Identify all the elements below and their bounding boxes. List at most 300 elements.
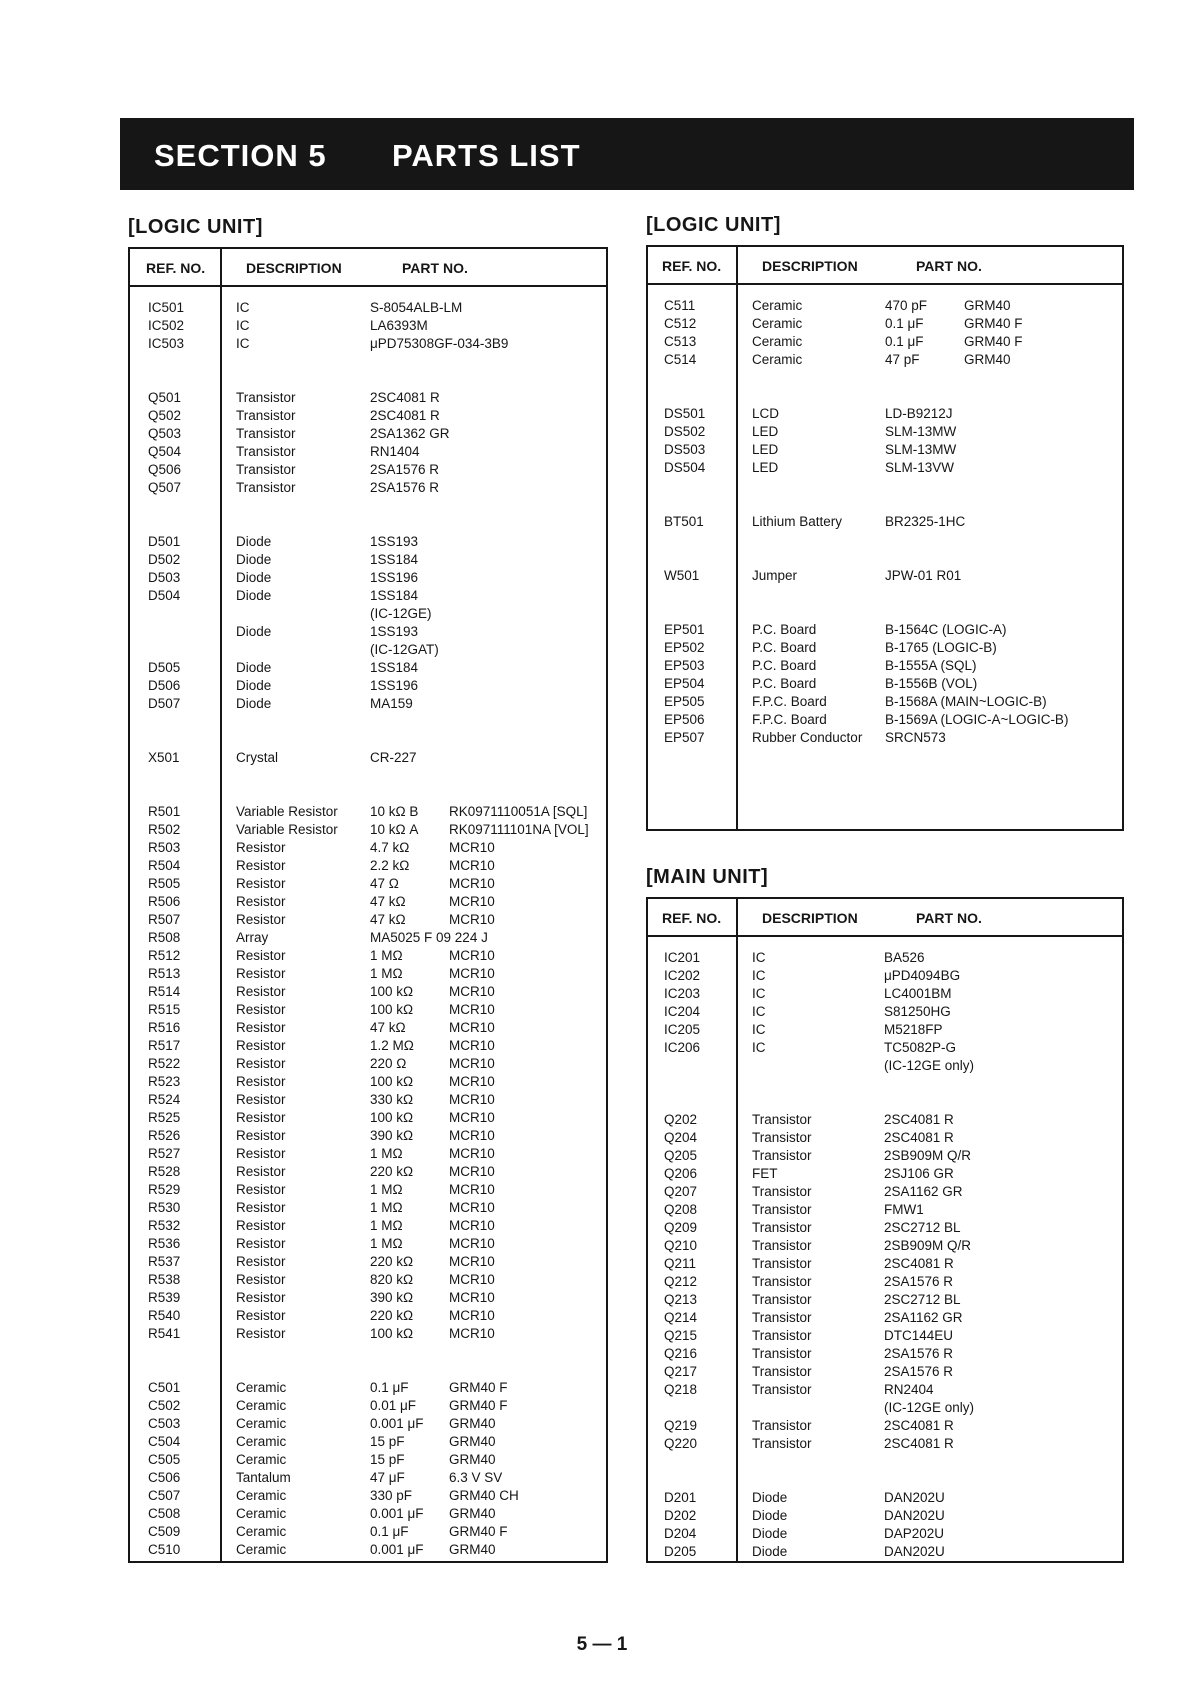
description-cell: Diode — [752, 1508, 788, 1523]
ref-no-cell: R517 — [148, 1038, 181, 1053]
ref-no-cell: Q205 — [664, 1148, 698, 1163]
table-row — [648, 423, 1122, 441]
ref-no-cell: R502 — [148, 822, 181, 837]
part-no-type-cell: GRM40 — [449, 1542, 496, 1557]
part-no-cell: 1.2 MΩ — [370, 1038, 414, 1053]
description-cell: Resistor — [236, 1128, 286, 1143]
left-parts-table — [128, 247, 608, 1563]
part-no-cell: 2SA1362 GR — [370, 426, 450, 441]
description-cell: Transistor — [752, 1436, 812, 1451]
table-row — [130, 1073, 606, 1091]
part-no-type-cell: MCR10 — [449, 1038, 495, 1053]
description-cell: LCD — [752, 406, 780, 421]
part-no-cell: 2SC4081 R — [884, 1418, 954, 1433]
part-no-cell: 47 kΩ — [370, 894, 406, 909]
table-row — [130, 1253, 606, 1271]
description-cell: Ceramic — [752, 352, 803, 367]
description-cell: Transistor — [236, 390, 296, 405]
table-row — [130, 425, 606, 443]
ref-no-cell: R516 — [148, 1020, 181, 1035]
description-cell: Rubber Conductor — [752, 730, 863, 745]
table-row — [648, 1327, 1122, 1345]
part-no-cell: MA5025 F 09 224 J — [370, 930, 488, 945]
description-cell: Transistor — [752, 1382, 812, 1397]
part-no-cell: 1SS196 — [370, 570, 419, 585]
part-no-cell: DTC144EU — [884, 1328, 954, 1343]
ref-no-cell: D204 — [664, 1526, 697, 1541]
description-cell: Transistor — [752, 1202, 812, 1217]
part-no-type-cell: 6.3 V SV — [449, 1470, 503, 1485]
ref-no-cell: EP503 — [664, 658, 705, 673]
part-no-cell: 1 MΩ — [370, 1236, 403, 1251]
description-cell: Transistor — [752, 1274, 812, 1289]
part-no-cell: BA526 — [884, 950, 925, 965]
table-row — [130, 641, 606, 659]
table-row — [648, 711, 1122, 729]
ref-no-cell: R538 — [148, 1272, 181, 1287]
description-cell: IC — [236, 300, 250, 315]
description-cell: FET — [752, 1166, 778, 1181]
part-no-cell: S-8054ALB-LM — [370, 300, 463, 315]
part-no-cell: 15 pF — [370, 1434, 405, 1449]
description-cell: IC — [752, 986, 766, 1001]
section-banner — [120, 118, 1134, 190]
table-row — [648, 1435, 1122, 1453]
ref-no-cell: Q215 — [664, 1328, 698, 1343]
table-row — [648, 297, 1122, 315]
table-row — [130, 1433, 606, 1451]
part-no-cell: 100 kΩ — [370, 1074, 414, 1089]
ref-no-cell: IC501 — [148, 300, 185, 315]
ref-no-cell: R508 — [148, 930, 181, 945]
description-cell: Transistor — [752, 1310, 812, 1325]
table-row — [130, 965, 606, 983]
table-body — [648, 937, 1122, 1561]
ref-no-cell: Q216 — [664, 1346, 698, 1361]
description-cell: Resistor — [236, 1236, 286, 1251]
description-cell: Resistor — [236, 948, 286, 963]
table-row — [648, 315, 1122, 333]
part-no-cell: 2SA1576 R — [884, 1346, 954, 1361]
description-cell: Ceramic — [236, 1434, 287, 1449]
table-row — [648, 693, 1122, 711]
table-row — [648, 1165, 1122, 1183]
ref-no-cell: C504 — [148, 1434, 181, 1449]
description-cell: Resistor — [236, 912, 286, 927]
table-row — [648, 513, 1122, 531]
description-cell: IC — [236, 336, 250, 351]
description-cell: LED — [752, 442, 779, 457]
ref-no-cell: R540 — [148, 1308, 181, 1323]
table-row — [648, 985, 1122, 1003]
description-cell: Resistor — [236, 1074, 286, 1089]
ref-no-cell: Q211 — [664, 1256, 697, 1271]
part-no-type-cell: GRM40 — [964, 298, 1011, 313]
part-no-type-cell: MCR10 — [449, 948, 495, 963]
description-cell: Ceramic — [236, 1452, 287, 1467]
ref-no-cell: R524 — [148, 1092, 181, 1107]
part-no-cell: 330 pF — [370, 1488, 413, 1503]
part-no-type-cell: MCR10 — [449, 1272, 495, 1287]
description-cell: Diode — [236, 696, 272, 711]
part-no-cell: 0.001 μF — [370, 1416, 424, 1431]
table-body — [648, 285, 1122, 829]
description-header: DESCRIPTION — [762, 258, 858, 274]
part-no-type-cell: MCR10 — [449, 1200, 495, 1215]
ref-no-cell: R532 — [148, 1218, 181, 1233]
part-no-type-cell: GRM40 — [449, 1416, 496, 1431]
description-cell: Jumper — [752, 568, 798, 583]
ref-no-cell: Q209 — [664, 1220, 698, 1235]
ref-no-cell: IC206 — [664, 1040, 701, 1055]
description-cell: F.P.C. Board — [752, 712, 827, 727]
table-row — [130, 1055, 606, 1073]
table-row — [130, 659, 606, 677]
part-no-type-cell: MCR10 — [449, 1110, 495, 1125]
table-row — [130, 1001, 606, 1019]
table-row — [130, 677, 606, 695]
table-row — [130, 623, 606, 641]
description-cell: Ceramic — [236, 1488, 287, 1503]
table-row — [130, 821, 606, 839]
description-cell: P.C. Board — [752, 640, 817, 655]
part-no-header: PART NO. — [916, 910, 982, 926]
table-row — [130, 839, 606, 857]
table-row — [130, 1217, 606, 1235]
description-cell: Variable Resistor — [236, 822, 338, 837]
description-cell: IC — [236, 318, 250, 333]
part-no-cell: LD-B9212J — [885, 406, 953, 421]
section-title: PARTS LIST — [392, 138, 581, 173]
table-row — [130, 929, 606, 947]
part-no-cell: 1SS184 — [370, 552, 419, 567]
part-no-cell: 47 pF — [885, 352, 920, 367]
table-row — [648, 1057, 1122, 1075]
description-cell: Transistor — [752, 1220, 812, 1235]
part-no-type-cell: MCR10 — [449, 1308, 495, 1323]
table-row — [130, 911, 606, 929]
part-no-cell: TC5082P-G — [884, 1040, 957, 1055]
ref-no-cell: Q208 — [664, 1202, 698, 1217]
table-row — [648, 405, 1122, 423]
ref-no-cell: Q503 — [148, 426, 182, 441]
table-row — [130, 1163, 606, 1181]
table-row — [648, 333, 1122, 351]
ref-no-cell: EP501 — [664, 622, 705, 637]
description-cell: Ceramic — [236, 1506, 287, 1521]
table-row — [648, 1021, 1122, 1039]
table-row — [130, 389, 606, 407]
part-no-cell: 390 kΩ — [370, 1290, 414, 1305]
part-no-cell: 1 MΩ — [370, 1218, 403, 1233]
description-cell: LED — [752, 424, 779, 439]
ref-no-cell: R506 — [148, 894, 181, 909]
table-row — [130, 299, 606, 317]
description-cell: IC — [752, 950, 766, 965]
part-no-cell: RN2404 — [884, 1382, 934, 1397]
ref-no-header: REF. NO. — [662, 910, 722, 926]
description-cell: Resistor — [236, 1272, 286, 1287]
table-row — [130, 1415, 606, 1433]
table-row — [648, 657, 1122, 675]
table-row — [648, 1363, 1122, 1381]
part-no-type-cell: MCR10 — [449, 1146, 495, 1161]
part-no-cell: 2SA1162 GR — [884, 1310, 963, 1325]
table-row — [648, 1525, 1122, 1543]
part-no-cell: FMW1 — [884, 1202, 924, 1217]
part-no-cell: DAP202U — [884, 1526, 945, 1541]
ref-no-cell: Q506 — [148, 462, 182, 477]
part-no-cell: S81250HG — [884, 1004, 951, 1019]
part-no-header: PART NO. — [916, 258, 982, 274]
description-cell: IC — [752, 1022, 766, 1037]
ref-no-cell: C502 — [148, 1398, 181, 1413]
part-no-cell: B-1568A (MAIN~LOGIC-B) — [885, 694, 1047, 709]
part-no-cell: LC4001BM — [884, 986, 952, 1001]
part-no-cell: 2SC4081 R — [884, 1112, 954, 1127]
description-cell: Ceramic — [236, 1524, 287, 1539]
part-no-type-cell: GRM40 — [449, 1452, 496, 1467]
description-cell: IC — [752, 1004, 766, 1019]
description-cell: Resistor — [236, 1290, 286, 1305]
part-no-type-cell: MCR10 — [449, 1254, 495, 1269]
part-no-cell: 1 MΩ — [370, 1182, 403, 1197]
part-no-type-cell: MCR10 — [449, 984, 495, 999]
part-no-cell: 0.001 μF — [370, 1542, 424, 1557]
part-no-type-cell: MCR10 — [449, 876, 495, 891]
part-no-cell: SLM-13VW — [885, 460, 955, 475]
ref-no-cell: IC203 — [664, 986, 701, 1001]
description-cell: IC — [752, 968, 766, 983]
ref-no-cell: D506 — [148, 678, 181, 693]
part-no-cell: 4.7 kΩ — [370, 840, 410, 855]
table-row — [130, 1397, 606, 1415]
table-row — [130, 875, 606, 893]
ref-no-cell: IC201 — [664, 950, 701, 965]
ref-no-cell: BT501 — [664, 514, 704, 529]
ref-no-cell: D505 — [148, 660, 181, 675]
ref-no-cell: EP506 — [664, 712, 705, 727]
ref-no-cell: IC502 — [148, 318, 185, 333]
table-row — [130, 1451, 606, 1469]
part-no-cell: RN1404 — [370, 444, 420, 459]
part-no-cell: 15 pF — [370, 1452, 405, 1467]
table-row — [130, 569, 606, 587]
ref-no-cell: R513 — [148, 966, 181, 981]
table-row — [130, 947, 606, 965]
ref-no-cell: R501 — [148, 804, 181, 819]
description-cell: Transistor — [752, 1184, 812, 1199]
part-no-type-cell: GRM40 F — [449, 1524, 508, 1539]
part-no-cell: 2SC4081 R — [370, 408, 440, 423]
part-no-cell: 330 kΩ — [370, 1092, 414, 1107]
description-cell: Resistor — [236, 966, 286, 981]
page-number: 5 — 1 — [576, 1634, 628, 1655]
part-no-cell: 1SS193 — [370, 624, 419, 639]
table-row — [648, 675, 1122, 693]
part-no-cell: 0.1 μF — [370, 1380, 409, 1395]
ref-no-cell: R515 — [148, 1002, 181, 1017]
ref-no-cell: Q507 — [148, 480, 182, 495]
table-row — [130, 551, 606, 569]
part-no-cell: 2SC4081 R — [884, 1436, 954, 1451]
part-no-type-cell: MCR10 — [449, 912, 495, 927]
table-row — [130, 335, 606, 353]
description-cell: Transistor — [752, 1418, 812, 1433]
ref-no-cell: Q501 — [148, 390, 182, 405]
part-no-cell: 47 Ω — [370, 876, 399, 891]
description-cell: Resistor — [236, 840, 286, 855]
table-row — [648, 949, 1122, 967]
ref-no-cell: Q504 — [148, 444, 182, 459]
description-cell: Resistor — [236, 894, 286, 909]
part-no-cell: 100 kΩ — [370, 984, 414, 999]
part-no-cell: 1 MΩ — [370, 966, 403, 981]
table-row — [130, 1019, 606, 1037]
description-cell: Transistor — [752, 1292, 812, 1307]
part-no-type-cell: MCR10 — [449, 1236, 495, 1251]
part-no-type-cell: GRM40 — [964, 352, 1011, 367]
ref-no-cell: D503 — [148, 570, 181, 585]
part-no-cell: 2SB909M Q/R — [884, 1238, 972, 1253]
ref-no-cell: EP502 — [664, 640, 705, 655]
part-no-cell: 220 kΩ — [370, 1254, 414, 1269]
description-cell: Array — [236, 930, 269, 945]
description-cell: P.C. Board — [752, 658, 817, 673]
table-row — [130, 1127, 606, 1145]
description-header: DESCRIPTION — [762, 910, 858, 926]
part-no-cell: 2SC2712 BL — [884, 1292, 961, 1307]
part-no-cell: (IC-12GE) — [370, 606, 432, 621]
part-no-cell: 1SS184 — [370, 660, 419, 675]
part-no-type-cell: MCR10 — [449, 1056, 495, 1071]
ref-no-cell: R530 — [148, 1200, 181, 1215]
ref-no-cell: C508 — [148, 1506, 181, 1521]
description-cell: Resistor — [236, 1146, 286, 1161]
ref-no-cell: R504 — [148, 858, 181, 873]
left-table-title: [LOGIC UNIT] — [128, 216, 263, 238]
table-row — [130, 443, 606, 461]
description-cell: Variable Resistor — [236, 804, 338, 819]
table-row — [130, 1379, 606, 1397]
part-no-cell: 2SC4081 R — [884, 1130, 954, 1145]
part-no-cell: 0.1 μF — [885, 316, 924, 331]
part-no-header: PART NO. — [402, 260, 468, 276]
table-row — [648, 1237, 1122, 1255]
table-row — [130, 1091, 606, 1109]
description-cell: Resistor — [236, 1326, 286, 1341]
table-row — [130, 1145, 606, 1163]
table-row — [648, 1147, 1122, 1165]
table-row — [648, 1489, 1122, 1507]
table-row — [130, 317, 606, 335]
part-no-type-cell: GRM40 — [449, 1506, 496, 1521]
table-row — [648, 1309, 1122, 1327]
part-no-cell: DAN202U — [884, 1544, 945, 1559]
description-cell: Resistor — [236, 1254, 286, 1269]
part-no-type-cell: MCR10 — [449, 894, 495, 909]
part-no-cell: 100 kΩ — [370, 1110, 414, 1125]
part-no-cell: 0.1 μF — [370, 1524, 409, 1539]
ref-no-cell: R528 — [148, 1164, 181, 1179]
ref-no-cell: Q502 — [148, 408, 182, 423]
right-top-parts-table — [646, 245, 1124, 831]
table-row — [648, 567, 1122, 585]
ref-no-cell: R505 — [148, 876, 181, 891]
description-cell: Diode — [236, 552, 272, 567]
part-no-cell: 2SB909M Q/R — [884, 1148, 972, 1163]
table-row — [648, 1381, 1122, 1399]
part-no-type-cell: RK097111101NA [VOL] — [449, 822, 589, 837]
ref-no-cell: EP505 — [664, 694, 705, 709]
part-no-cell: B-1564C (LOGIC-A) — [885, 622, 1007, 637]
part-no-type-cell: MCR10 — [449, 966, 495, 981]
ref-no-cell: X501 — [148, 750, 180, 765]
part-no-type-cell: MCR10 — [449, 1326, 495, 1341]
description-cell: Resistor — [236, 1038, 286, 1053]
table-row — [130, 1271, 606, 1289]
table-header — [648, 899, 1122, 937]
description-cell: Resistor — [236, 984, 286, 999]
description-cell: Transistor — [752, 1148, 812, 1163]
part-no-type-cell: MCR10 — [449, 1182, 495, 1197]
table-row — [130, 1541, 606, 1559]
ref-no-cell: D504 — [148, 588, 181, 603]
table-row — [648, 1255, 1122, 1273]
description-cell: Resistor — [236, 1308, 286, 1323]
ref-no-cell: Q204 — [664, 1130, 698, 1145]
table-row — [648, 1543, 1122, 1561]
table-row — [648, 1129, 1122, 1147]
ref-no-cell: Q214 — [664, 1310, 698, 1325]
part-no-cell: (IC-12GE only) — [884, 1400, 975, 1415]
description-cell: Transistor — [236, 462, 296, 477]
table-row — [648, 441, 1122, 459]
ref-no-cell: R537 — [148, 1254, 181, 1269]
description-cell: Resistor — [236, 1200, 286, 1215]
table-row — [130, 533, 606, 551]
description-cell: Resistor — [236, 876, 286, 891]
description-cell: Transistor — [752, 1346, 812, 1361]
table-row — [130, 407, 606, 425]
part-no-cell: 0.001 μF — [370, 1506, 424, 1521]
part-no-cell: 1SS193 — [370, 534, 419, 549]
part-no-cell: 2SA1576 R — [884, 1274, 954, 1289]
part-no-cell: 2SA1576 R — [370, 462, 440, 477]
part-no-cell: 100 kΩ — [370, 1002, 414, 1017]
part-no-cell: 10 kΩ B — [370, 804, 419, 819]
part-no-cell: 2SA1162 GR — [884, 1184, 963, 1199]
ref-no-cell: D202 — [664, 1508, 697, 1523]
part-no-cell: 0.1 μF — [885, 334, 924, 349]
description-cell: Resistor — [236, 1182, 286, 1197]
ref-no-cell: C512 — [664, 316, 697, 331]
description-cell: LED — [752, 460, 779, 475]
part-no-cell: LA6393M — [370, 318, 428, 333]
part-no-cell: 820 kΩ — [370, 1272, 414, 1287]
description-cell: Resistor — [236, 1164, 286, 1179]
table-row — [648, 1039, 1122, 1057]
table-row — [648, 1417, 1122, 1435]
part-no-cell: 1 MΩ — [370, 1146, 403, 1161]
part-no-cell: 0.01 μF — [370, 1398, 417, 1413]
table-row — [648, 729, 1122, 747]
part-no-cell: B-1555A (SQL) — [885, 658, 977, 673]
table-row — [648, 639, 1122, 657]
part-no-type-cell: GRM40 F — [449, 1398, 508, 1413]
ref-no-cell: R514 — [148, 984, 181, 999]
ref-no-cell: C509 — [148, 1524, 181, 1539]
